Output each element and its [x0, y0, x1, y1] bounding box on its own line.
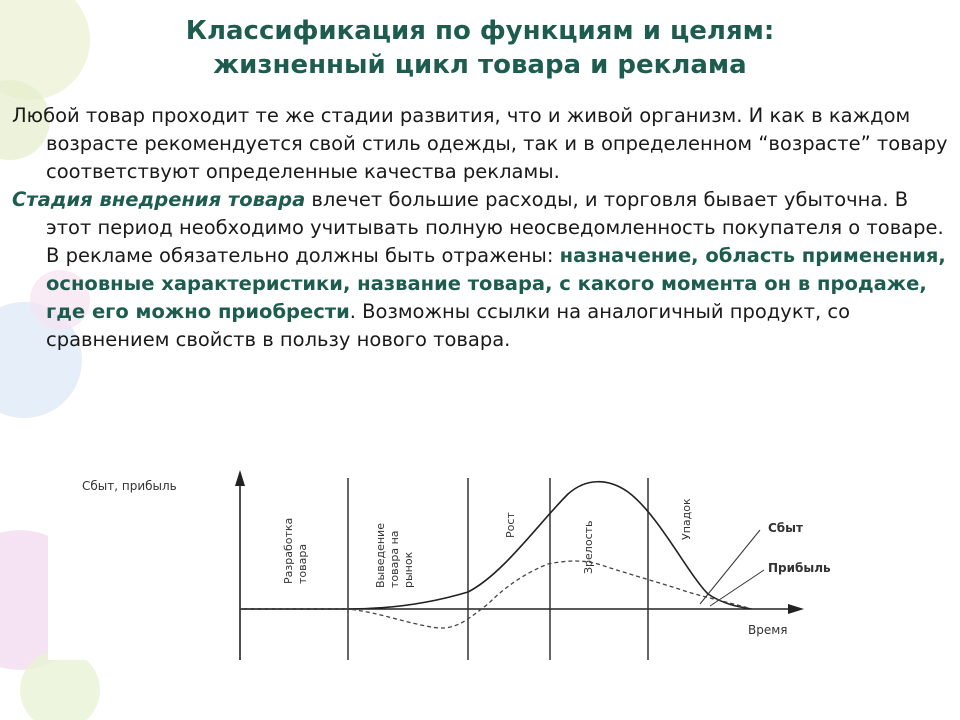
- legend-sales: Сбыт: [768, 521, 803, 535]
- slide-body: [12, 102, 952, 354]
- paragraph-intro: Любой товар проходит те же стадии развития, что и живой организм. И как в каждом возрасте рекомендуется свой стиль одежды, так и в определенном “возрасте” товару соответствуют определенные качества рекламы.: [12, 104, 948, 183]
- stage-key-items: назначение, область применения, основные характеристики, название товара, с какого момента он в продаже, где его можно приобрести: [46, 244, 946, 323]
- sales-curve: [240, 482, 752, 609]
- stage-heading: Стадия внедрения товара: [12, 188, 306, 211]
- legend-profit: Прибыль: [768, 561, 831, 575]
- legend-leader-profit: [710, 570, 764, 606]
- stage-text-part1: влечет большие расходы, и торговля бывает убыточна. В этот период необходимо учитывать полную неосведомленность покупателя о товаре. В рекламе обязательно должны быть отражены:: [46, 188, 944, 267]
- stage-label-development: [282, 514, 309, 584]
- x-axis-label: Время: [748, 623, 788, 637]
- stage-label-growth: Рост: [504, 512, 517, 538]
- x-axis-arrow: [788, 604, 804, 614]
- paragraph-introduction-stage: [12, 186, 952, 354]
- stage-label-line: товара на: [388, 530, 401, 588]
- slide-title-line2: жизненный цикл товара и реклама: [213, 50, 747, 80]
- stage-text-part2: . Возможны ссылки на аналогичный продукт, со сравнением свойств в пользу нового товара.: [46, 300, 851, 351]
- stage-label-line: Разработка: [282, 517, 295, 584]
- stage-label-launch: [374, 520, 415, 588]
- slide-title-line1: Классификация по функциям и целям:: [185, 16, 775, 46]
- product-lifecycle-chart: [48, 464, 831, 660]
- stage-label-line: рынок: [402, 551, 415, 588]
- stage-label-decline: Упадок: [680, 498, 693, 540]
- stage-label-line: Выведение: [374, 523, 387, 588]
- y-axis-arrow: [235, 470, 245, 486]
- slide-title: [40, 14, 920, 82]
- stage-label-line: товара: [296, 543, 309, 584]
- stage-label-maturity: Зрелость: [582, 520, 595, 574]
- y-axis-label: Сбыт, прибыль: [82, 479, 177, 493]
